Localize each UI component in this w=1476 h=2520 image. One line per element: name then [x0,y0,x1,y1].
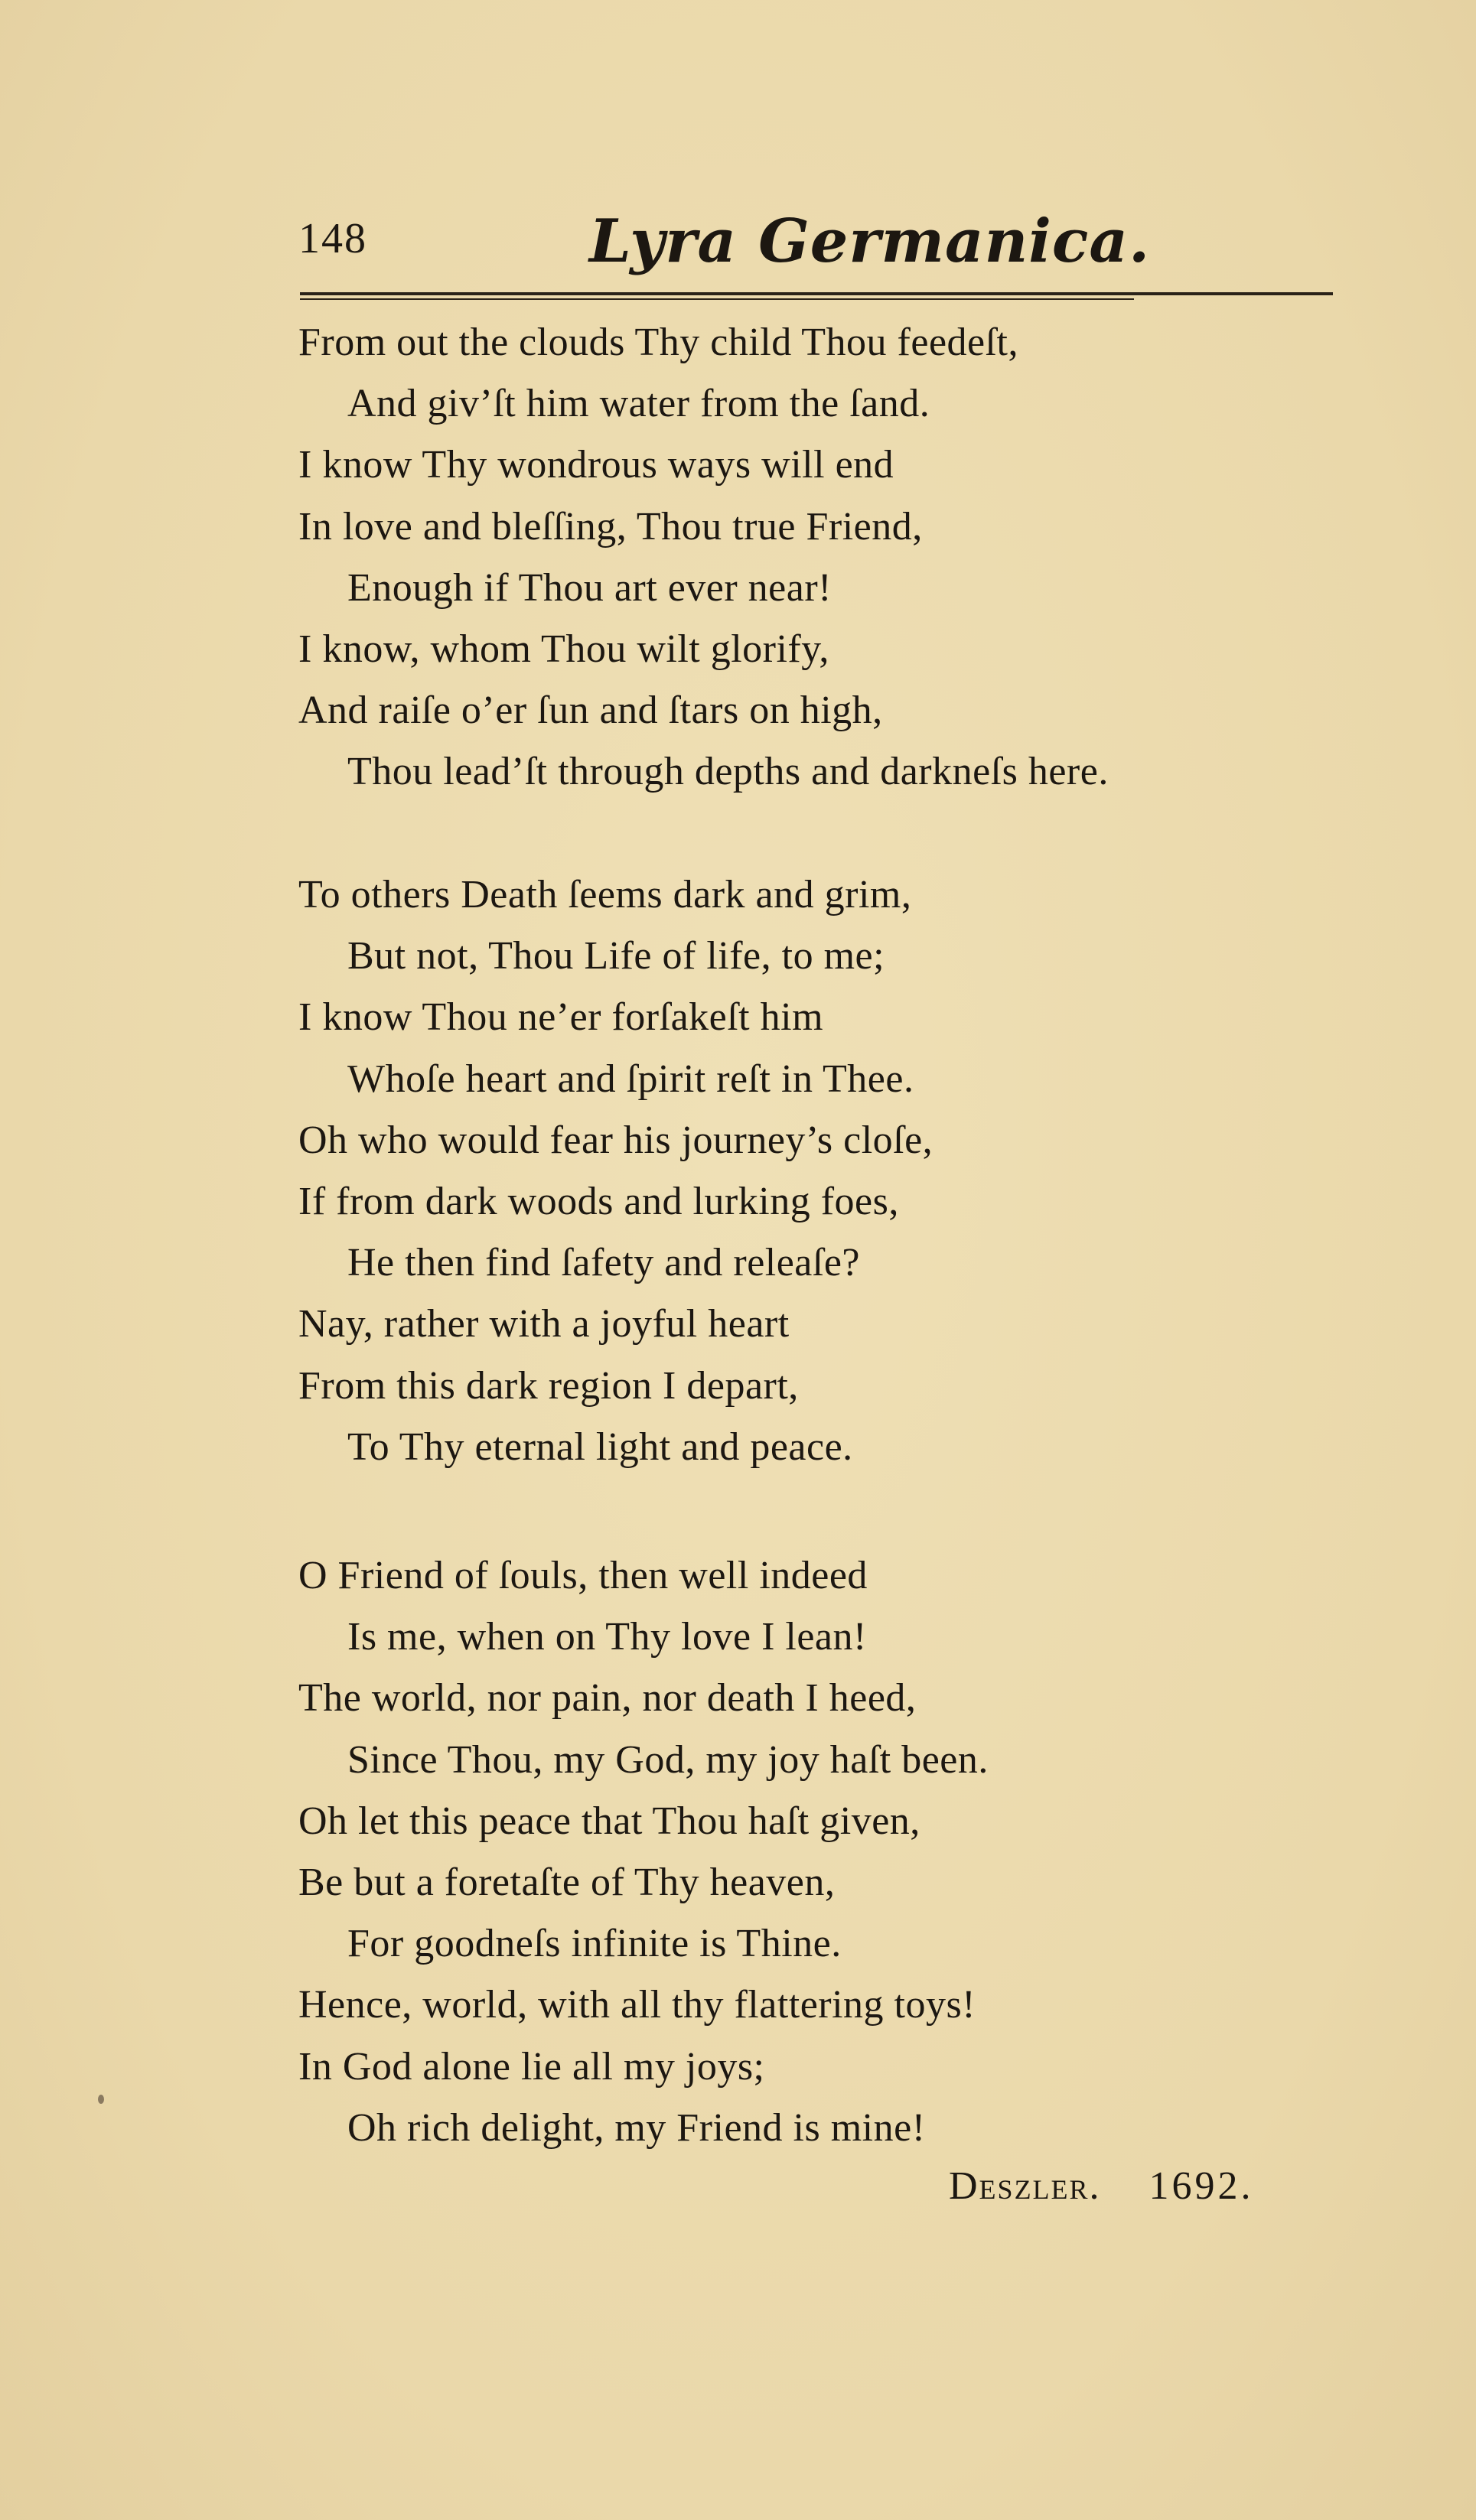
poem-line: O Friend of ſouls, then well indeed [298,1554,868,1597]
poem-line: Thou lead’ſt through depths and darkneſs here. [347,750,1109,793]
poem-line: Whoſe heart and ſpirit reſt in Thee. [347,1057,914,1101]
poem-line: For goodneſs infinite is Thine. [347,1922,842,1965]
poem-line: To Thy eternal light and peace. [347,1425,853,1469]
poem-line: Since Thou, my God, my joy haſt been. [347,1738,989,1782]
poem-line: Enough if Thou art ever near! [347,566,832,610]
paper-speck [98,2095,104,2104]
poem-line: The world, nor pain, nor death I heed, [298,1676,917,1720]
poem-line: I know, whom Thou wilt glorify, [298,627,829,671]
poem-line: I know Thou ne’er forſakeſt him [298,995,824,1039]
poem-line: In God alone lie all my joys; [298,2045,765,2089]
poem-line: To others Death ſeems dark and grim, [298,873,912,917]
year: 1692. [1149,2164,1254,2208]
poem-line: And raiſe o’er ſun and ſtars on high, [298,689,883,732]
poem-line: Oh rich delight, my Friend is mine! [347,2106,926,2150]
running-title: Lyra Germanica. [589,207,1151,276]
poem-line: Oh let this peace that Thou haſt given, [298,1799,920,1843]
poem-line: Is me, when on Thy love I lean! [347,1615,867,1659]
poem-line: Hence, world, with all thy flattering toys! [298,1983,976,2027]
poem-line: In love and bleſſing, Thou true Friend, [298,505,923,549]
poem-body [298,0,1400,2520]
page-number: 148 [298,215,367,262]
poem-line: Oh who would fear his journey’s cloſe, [298,1118,933,1162]
poem-line: But not, Thou Life of life, to me; [347,934,885,978]
author-name: Deszler. [949,2164,1101,2208]
poem-line: From this dark region I depart, [298,1364,799,1408]
poem-line: If from dark woods and lurking foes, [298,1180,899,1223]
poem-line: Nay, rather with a joyful heart [298,1302,790,1346]
poem-line: Be but a foretaſte of Thy heaven, [298,1861,836,1904]
poem-line: He then find ſafety and releaſe? [347,1241,860,1284]
poem-line: From out the clouds Thy child Thou feedeſt, [298,321,1018,364]
poem-line: I know Thy wondrous ways will end [298,443,894,487]
poem-line: And giv’ſt him water from the ſand. [347,382,930,425]
attribution [949,2163,1254,2209]
